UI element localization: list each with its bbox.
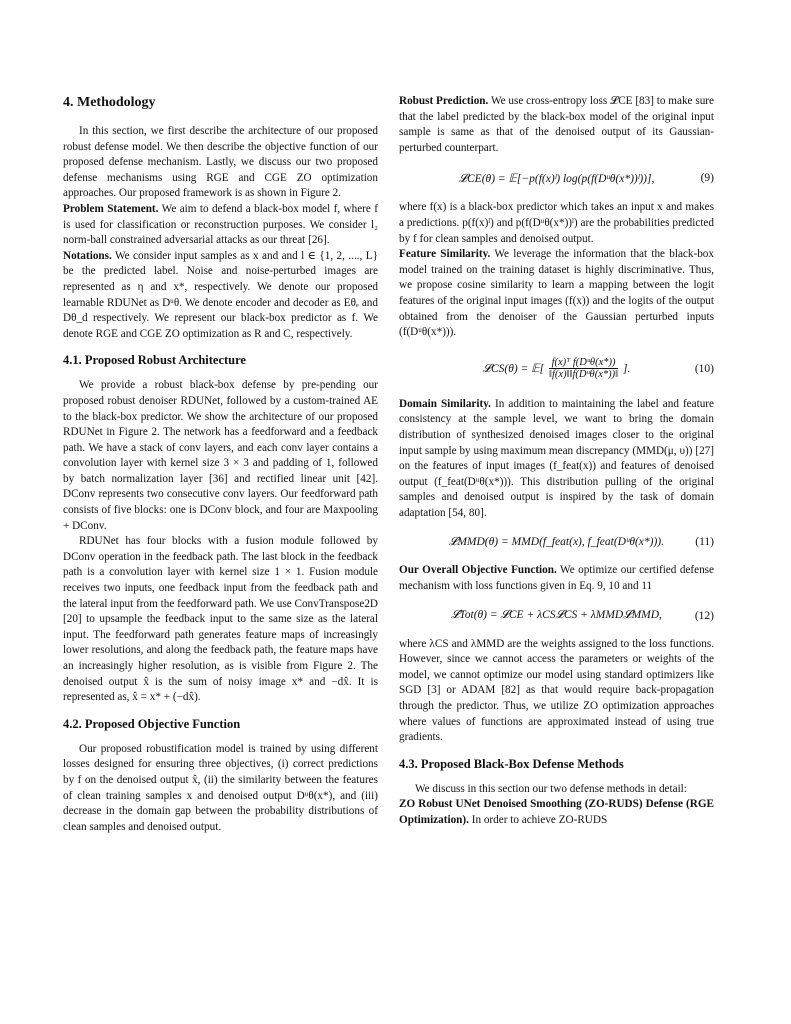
equation-10-number: (10) xyxy=(694,362,714,375)
equation-11-body: 𝓛MMD(θ) = MMD(f_feat(x), f_feat(Dᵘθ(x*))). xyxy=(448,535,665,548)
equation-9 xyxy=(399,166,714,190)
robust-prediction xyxy=(399,94,714,156)
equation-10-lhs: 𝓛CS(θ) = 𝔼[ xyxy=(482,363,545,376)
notations-label: Notations. xyxy=(63,249,112,262)
equation-10-denominator: ‖f(x)‖‖f(Dᵘθ(x*))‖ xyxy=(549,369,619,381)
section-heading-blackbox-defense: 4.3. Proposed Black-Box Defense Methods xyxy=(399,756,624,771)
overall-objective xyxy=(399,563,714,594)
equation-10 xyxy=(399,349,714,389)
feature-similarity-text: We leverage the information that the black-box model trained on the training dataset is highly discriminative. Thus, we propose cosine similarity to learn a mapping between the logit features of the original input images (f(x)) and the logits of the output obtained from the denoiser of the Gaussian perturbed inputs (f(Dᵘθ(x*))). xyxy=(399,248,714,339)
problem-statement-text: We aim to defend a black-box model f, where f is used for classification or reconstruction purposes. We consider l₂ norm-ball constrained adversarial attacks as our threat [26]. xyxy=(63,202,378,247)
section-heading-robust-architecture: 4.1. Proposed Robust Architecture xyxy=(63,353,246,368)
robust-prediction-label: Robust Prediction. xyxy=(399,95,489,107)
equation-9-number: (9) xyxy=(700,172,714,185)
feature-similarity-label: Feature Similarity. xyxy=(399,248,491,261)
eq9-explanation: where f(x) is a black-box predictor which takes an input x and makes a predictions. p(f(x)ˡ) and p(f(Dᵘθ(x*))ˡ) are the probabilities predicted by f for clean samples and denoised output. xyxy=(399,201,714,245)
overall-objective-label: Our Overall Objective Function. xyxy=(399,564,557,577)
notations xyxy=(63,249,378,343)
overall-objective-text: We optimize our certified defense mechanism with loss functions given in Eq. 9, 10 and 11 xyxy=(399,564,714,593)
equation-9-body: 𝓛CE(θ) = 𝔼[−p(f(x)ˡ) log(p(f(Dᵘθ(x*))ˡ))], xyxy=(458,172,655,185)
methodology-intro: In this section, we first describe the architecture of our proposed robust defense model. We then describe the objective function of our proposed defense mechanism. Lastly, we discuss our two proposed defense mechanisms using RGE and CGE ZO optimization approaches. Our proposed framework is as shown in Figure 2. xyxy=(63,125,378,200)
eq12-explanation: where λCS and λMMD are the weights assigned to the loss functions. However, since we cannot access the parameters or weights of the model, we cannot optimize our model using standard optimizers like SGD [3] or ADAM [82] as that would require back-propagation through the predictor. Thus, we utilize ZO optimization approaches where values of functions are approximated instead of using true gradients. xyxy=(399,637,714,744)
objective-paragraph-1: Our proposed robustification model is trained by using different losses designed for ensuring three objectives, (i) correct predictions by f on the denoised output x̂, (ii) the similarity between the features of clean training samples x and denoised output Dᵘθ(x*), and (iii) decrease in the domain gap between the probability distributions of clean samples and denoised output. xyxy=(63,742,378,833)
domain-similarity xyxy=(399,397,714,522)
section-heading-objective: 4.2. Proposed Objective Function xyxy=(63,716,241,731)
zo-ruds xyxy=(399,797,714,828)
robust-arch-paragraph-1: We provide a robust black-box defense by pre-pending our proposed robust denoiser RDUNet, followed by a custom-trained AE to the black-box predictor. We show the architecture of our proposed RDUNet in Figure 2. The network has a feedforward and a feedback path. We have a stack of conv layers, and each conv layer contains a convolution layer with kernel size 3 × 3 and padding of 1, followed by batch normalization layer [36] and rectified linear unit [42]. DConv represents two consecutive conv layers. Our feedforward path consists of five blocks: one is DConv block, and four are Maxpooling + DConv. xyxy=(63,379,378,532)
robust-prediction-text: We use cross-entropy loss 𝓛CE [83] to make sure that the label predicted by the black-box model of the original input sample is same as that of the denoised output of its Gaussian-perturbed counterpart. xyxy=(399,95,714,154)
blackbox-intro: We discuss in this section our two defense methods in detail: xyxy=(415,782,687,795)
zo-ruds-label: ZO Robust UNet Denoised Smoothing (ZO-RUDS) Defense (RGE Optimization). xyxy=(399,798,714,826)
left-column xyxy=(63,94,378,835)
zo-ruds-text: In order to achieve ZO-RUDS xyxy=(471,814,608,826)
domain-similarity-text: In addition to maintaining the label and feature consistency at the sample level, we want to bring the domain distribution of synthesized denoised images closer to the original input sample by using maximum mean discrepancy (MMD(μ, υ)) [27] on the features of input images (f_feat(x)) and features of denoised output (f_feat(Dᵘθ(x*))). This distribution pulling of the original samples and denoised output is inspired by the task of domain adaptation [54, 80]. xyxy=(399,397,715,519)
notations-text: We consider input samples as x and and l ∈ {1, 2, ...., L} be the predicted label. Noise and noise-perturbed images are represented as η and x*, respectively. We denote our proposed learnable RDUNet as Dᵘθ. We denote encoder and decoder as Eθₑ and Dθ_d respectively. We represent our black-box predictor as f. We denote RGE and CGE ZO optimization as R and C, respectively. xyxy=(63,249,378,340)
feature-similarity xyxy=(399,247,714,341)
domain-similarity-label: Domain Similarity. xyxy=(399,397,491,410)
equation-12-number: (12) xyxy=(694,609,714,622)
equation-10-numerator: f(x)ᵀ f(Dᵘθ(x*)) xyxy=(549,357,619,369)
equation-11 xyxy=(399,530,714,554)
equation-11-number: (11) xyxy=(695,536,714,549)
robust-arch-paragraph-2: RDUNet has four blocks with a fusion module followed by DConv operation in the feedback path. The last block in the feedback path is a convolution layer with kernel size 1 × 1. Fusion module receives two inputs, one feedback input from the feedback path and the lateral input from the feedforward path. We use ConvTranspose2D [20] to upsample the feedback input to the same size as the lateral input. The feedforward path generates feature maps of increasingly lower resolutions, and along the feedback path, the feature maps have an increasingly higher resolution, as is visible from Figure 2. The denoised output x̂ is the sum of noisy image x* and −dx̂. It is represented as, x̂ = x* + (−dx̂). xyxy=(63,535,378,704)
section-heading-methodology: 4. Methodology xyxy=(63,95,156,110)
equation-10-fraction xyxy=(546,357,621,380)
problem-statement-label: Problem Statement. xyxy=(63,202,159,215)
equation-10-rhs: ]. xyxy=(623,362,631,375)
problem-statement xyxy=(63,202,378,249)
equation-12 xyxy=(399,604,714,628)
right-column xyxy=(399,94,714,829)
equation-12-body: 𝓛Tot(θ) = 𝓛CE + λCS𝓛CS + λMMD𝓛MMD, xyxy=(451,609,662,622)
